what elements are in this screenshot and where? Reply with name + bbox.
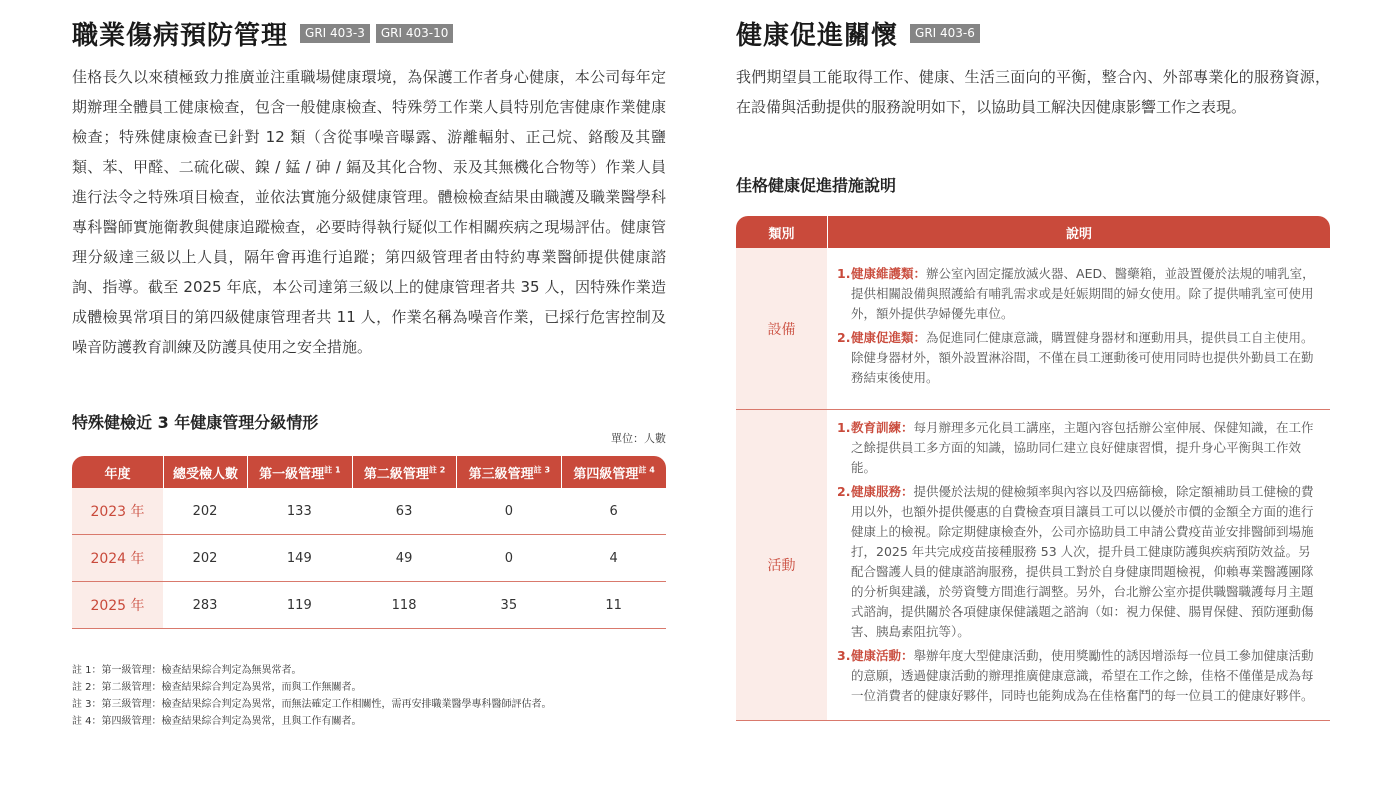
col-header: 第四級管理$^{註 4}$: [561, 456, 666, 488]
left-column: [72, 14, 666, 727]
year-cell: 2023 年: [72, 488, 163, 535]
footnote: 註 4：第四級管理：檢查結果綜合判定為異常，且與工作有關者。: [72, 716, 362, 727]
table-cell: 0: [456, 488, 561, 535]
item-text: 每月辦理多元化員工講座，主題內容包括辦公室伸展、保健知識，在工作之餘提供員工多方面的知識，協助同仁建立良好健康習慣，提升身心平衡與工作效能。: [851, 420, 1314, 475]
item-label: 健康活動：: [851, 648, 914, 663]
table-header-row: [736, 216, 1330, 248]
col-header: 第一級管理$^{註 1}$: [247, 456, 352, 488]
right-title: 健康促進關懷: [736, 20, 899, 51]
item-label: 教育訓練：: [851, 420, 914, 435]
item-text: 辦公室內固定擺放滅火器、AED、醫藥箱，並設置優於法規的哺乳室，提供相關設備與照護給有哺乳需求或是妊娠期間的婦女使用。除了提供哺乳室可使用外，額外提供孕婦優先車位。: [851, 265, 1315, 321]
table-cell: 49: [352, 535, 457, 582]
list-item: [837, 328, 1320, 388]
year-cell: 2024 年: [72, 535, 163, 582]
table-cell: 4: [561, 535, 666, 582]
item-label: 健康維護類：: [851, 265, 927, 281]
item-number: 2.: [837, 329, 851, 345]
list-item: [837, 482, 1320, 642]
left-paragraph: 佳格長久以來積極致力推廣並注重職場健康環境，為保護工作者身心健康，本公司每年定期辦理全體員工健康檢查，包含一般健康檢查、特殊勞工作業人員特別危害健康作業健康檢查；特殊健康檢查已針對 12 類（含從事噪音曝露、游離輻射、正己烷、鉻酸及其鹽類、苯、甲醛、二硫化碳、鎳 / 錳 / 砷 / 鎘及其化合物、汞及其無機化合物等）作業人員進行法令之特殊項目檢查，並依法實施分級健康管理。體檢檢查結果由職護及職業醫學科專科醫師實施衛教與健康追蹤檢查，必要時得執行疑似工作相關疾病之現場評估。健康管理分級達三級以上人員，隔年會再進行追蹤；第四級管理者由特約專業醫師提供健康諮詢、指導。截至 2025 年底，本公司達第三級以上的健康管理者共 35 人，因特殊作業造成體檢異常項目的第四級健康管理者共 11 人，作業名稱為噪音作業，已採行危害控制及噪音防護教育訓練及防護具使用之安全措施。: [72, 68, 666, 356]
col-header: 第三級管理$^{註 3}$: [456, 456, 561, 488]
left-title: 職業傷病預防管理: [72, 20, 289, 51]
table-cell: 11: [561, 582, 666, 629]
category-cell: 設備: [736, 248, 827, 410]
table-row: [72, 582, 666, 629]
unit-label: 單位：人數: [611, 432, 666, 445]
col-header: 說明: [827, 216, 1330, 248]
list-item: [837, 418, 1320, 478]
right-table-title: 佳格健康促進措施說明: [736, 176, 897, 195]
table-row: [72, 535, 666, 582]
col-header: 第二級管理$^{註 2}$: [352, 456, 457, 488]
list-item: [837, 646, 1320, 706]
table-cell: 0: [456, 535, 561, 582]
description-cell: [827, 410, 1330, 721]
table-cell: 35: [456, 582, 561, 629]
col-header: 總受檢人數: [163, 456, 247, 488]
col-header: 年度: [72, 456, 163, 488]
table-cell: 202: [163, 488, 247, 535]
right-heading-row: [736, 14, 1330, 52]
left-table-title: 特殊健檢近 3 年健康管理分級情形: [72, 413, 319, 432]
item-text: 提供優於法規的健檢頻率與內容以及四癌篩檢，除定額補助員工健檢的費用以外，也額外提供優惠的自費檢查項目讓員工可以以優於市價的金額全方面的進行健康上的檢視。除定期健康檢查外，公司亦協助員工申請公費疫苗並安排醫師到場施打，2025 年共完成疫苗接種服務 53 人次，提升員工健康防護與疾病預防效益。另配合醫護人員的健康諮詢服務，提供員工對於自身健康問題檢視，仰賴專業醫護團隊的分析與建議，於勞資雙方間進行調整。另外，台北辦公室亦提供職醫職護每月主題式諮詢，提供關於各項健康保健議題之諮詢（如：視力保健、腸胃保健、預防運動傷害、胰島素阻抗等）。: [851, 484, 1314, 639]
table-cell: 149: [247, 535, 352, 582]
year-cell: 2025 年: [72, 582, 163, 629]
item-number: 1.: [837, 420, 851, 435]
item-label: 健康服務：: [851, 484, 914, 499]
footnote: 註 2：第二級管理：檢查結果綜合判定為異常，而與工作無關者。: [72, 682, 362, 693]
footnotes: [72, 662, 552, 730]
category-cell: 活動: [736, 410, 827, 721]
item-text: 為促進同仁健康意識，購置健身器材和運動用具，提供員工自主使用。除健身器材外，額外設置淋浴間，不僅在員工運動後可使用同時也提供外勤員工在勤務結束後使用。: [851, 329, 1314, 385]
description-cell: [827, 248, 1330, 410]
right-column: [736, 14, 1330, 703]
table-cell: 133: [247, 488, 352, 535]
footnote: 註 3：第三級管理：檢查結果綜合判定為異常，而無法確定工作相關性，需再安排職業醫學專科醫師評估者。: [72, 699, 552, 710]
gri-badge: GRI 403-6: [910, 24, 980, 43]
table-row: [72, 488, 666, 535]
table-cell: 63: [352, 488, 457, 535]
gri-badge: GRI 403-10: [376, 24, 454, 43]
table-cell: 118: [352, 582, 457, 629]
item-number: 3.: [837, 648, 851, 663]
footnote: 註 1：第一級管理：檢查結果綜合判定為無異常者。: [72, 665, 302, 676]
table-row: [736, 248, 1330, 410]
col-header: 類別: [736, 216, 827, 248]
right-paragraph: 我們期望員工能取得工作、健康、生活三面向的平衡，整合內、外部專業化的服務資源，在設備與活動提供的服務說明如下，以協助員工解決因健康影響工作之表現。: [736, 68, 1330, 116]
table-cell: 119: [247, 582, 352, 629]
item-label: 健康促進類：: [851, 329, 927, 345]
health-management-table: [72, 456, 666, 629]
item-number: 2.: [837, 484, 851, 499]
item-text: 舉辦年度大型健康活動，使用獎勵性的誘因增添每一位員工參加健康活動的意願，透過健康活動的辦理推廣健康意識，希望在工作之餘，佳格不僅僅是成為每一位消費者的健康好夥伴，同時也能夠成為在佳格奮鬥的每一位員工的健康好夥伴。: [851, 648, 1314, 703]
table-row: [736, 410, 1330, 721]
left-heading-row: [72, 14, 666, 52]
table-header-row: [72, 456, 666, 488]
table-cell: 6: [561, 488, 666, 535]
item-number: 1.: [837, 265, 851, 281]
table-cell: 202: [163, 535, 247, 582]
gri-badge: GRI 403-3: [300, 24, 370, 43]
table-cell: 283: [163, 582, 247, 629]
list-item: [837, 264, 1320, 324]
health-promotion-table: [736, 216, 1330, 721]
